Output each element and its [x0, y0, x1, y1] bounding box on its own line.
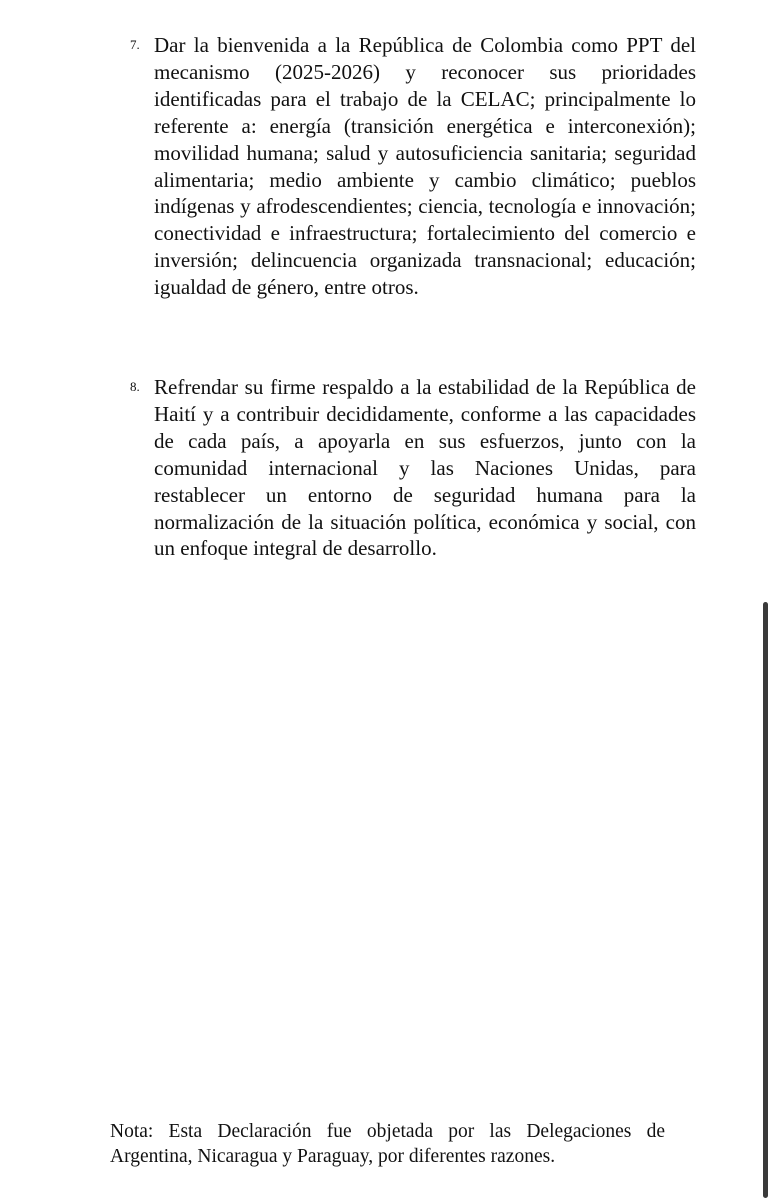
vertical-scrollbar[interactable] [763, 602, 768, 1198]
item-paragraph: Dar la bienvenida a la República de Colombia como PPT del mecanismo (2025-2026) y reconocer sus prioridades identificadas para el trabajo de la CELAC; principalmente lo referente a: energía (transición energética e interconexión); movilidad humana; salud y autosuficiencia sanitaria; seguridad alimentaria; medio ambiente y cambio climático; pueblos indígenas y afrodescendientes; ciencia, tecnología e innovación; conectividad e infraestructura; fortalecimiento del comercio e inversión; delincuencia organizada transnacional; educación; igualdad de género, entre otros. [154, 33, 696, 300]
list-item-8 [130, 374, 696, 594]
list-item-7 [130, 32, 696, 352]
item-number: 7. [130, 37, 140, 52]
item-paragraph: Refrendar su firme respaldo a la estabilidad de la República de Haití y a contribuir decididamente, conforme a las capacidades de cada país, a apoyarla en sus esfuerzos, junto con la comunidad internacional y las Naciones Unidas, para restablecer un entorno de seguridad humana para la normalización de la situación política, económica y social, con un enfoque integral de desarrollo. [154, 375, 696, 561]
footnote: Nota: Esta Declaración fue objetada por las Delegaciones de Argentina, Nicaragua y Paraguay, por diferentes razones. [110, 1121, 665, 1167]
item-number: 8. [130, 379, 140, 394]
